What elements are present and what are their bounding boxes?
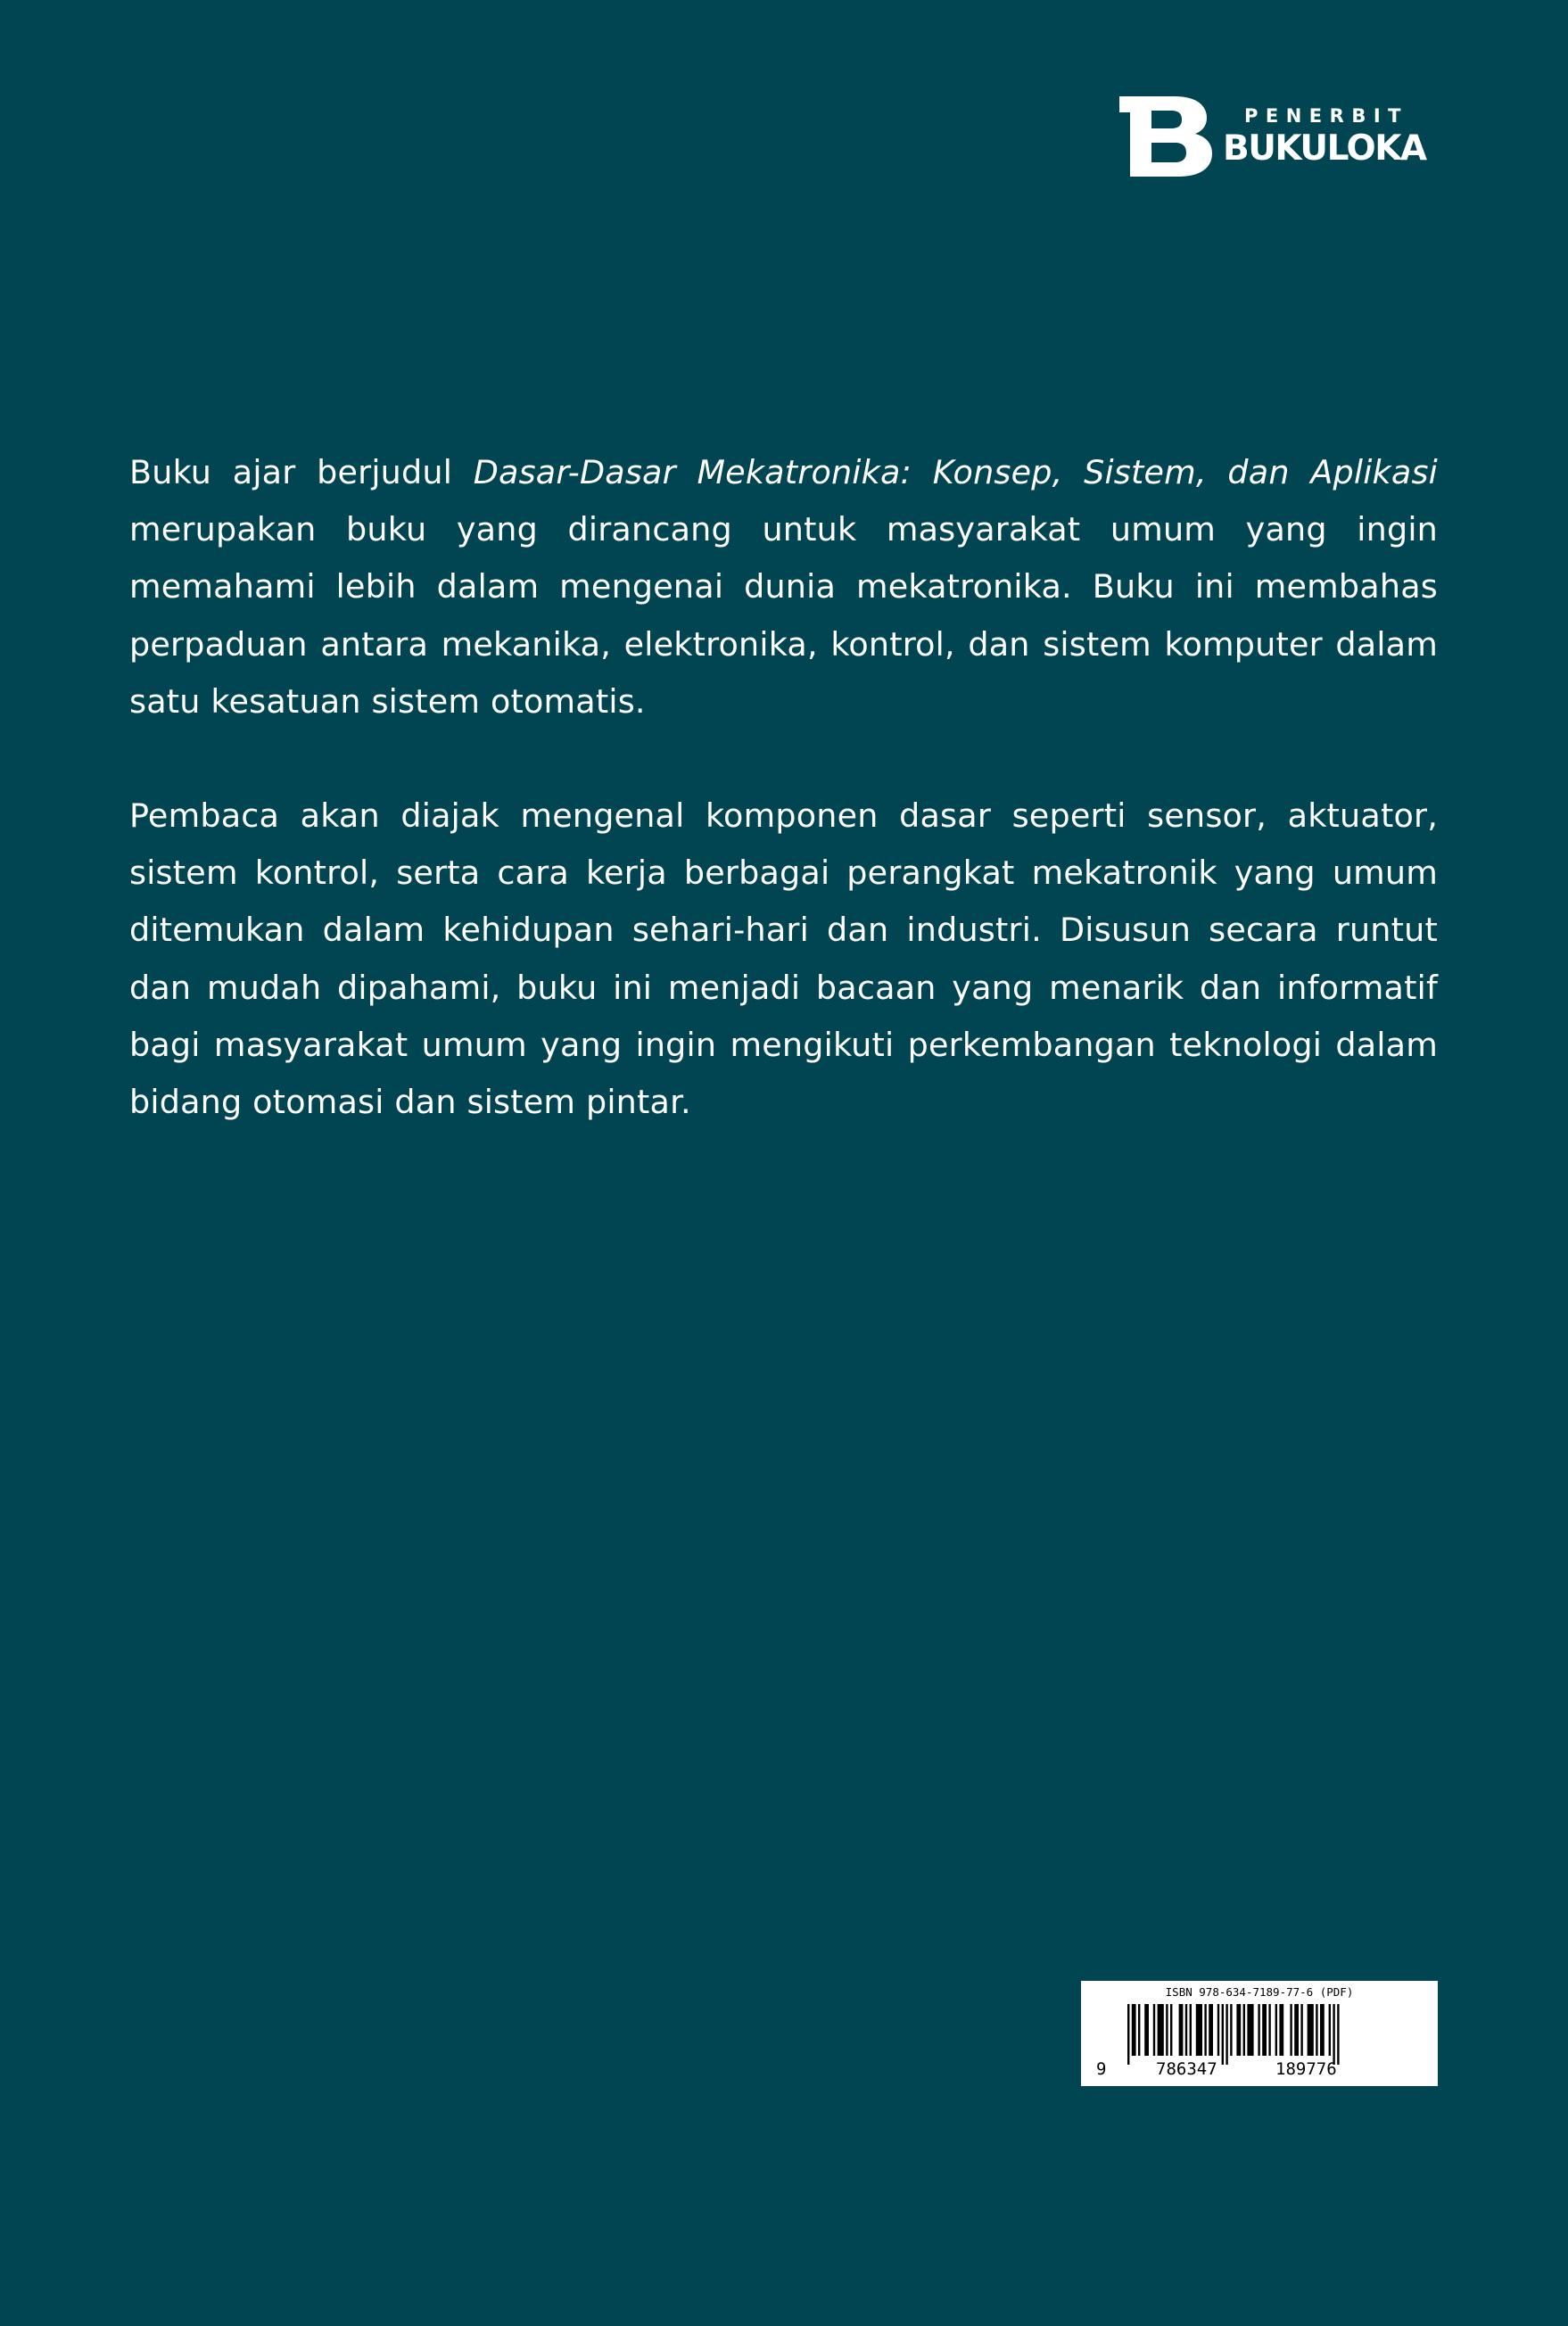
barcode-bar	[1230, 2004, 1232, 2056]
barcode-bar	[1204, 2004, 1206, 2056]
isbn-digits-left: 786347	[1156, 2059, 1217, 2079]
barcode-bar	[1196, 2004, 1202, 2056]
barcode-bar	[1166, 2004, 1168, 2056]
barcode-bar	[1275, 2004, 1277, 2056]
barcode-bar	[1190, 2004, 1192, 2056]
book-description	[129, 444, 1438, 1188]
barcode-bar	[1320, 2004, 1325, 2056]
barcode-bar	[1279, 2004, 1283, 2056]
barcode-bar	[1226, 2004, 1227, 2065]
barcode-bar	[1294, 2004, 1299, 2056]
publisher-name: BUKULOKA	[1223, 128, 1426, 169]
barcode-icon	[1127, 2004, 1386, 2065]
barcode-bar	[1262, 2004, 1267, 2056]
barcode-bar	[1337, 2004, 1339, 2065]
description-body: merupakan buku yang dirancang untuk masyarakat umum yang ingin memahami lebih dalam mengenai dunia mekatronika. Buku ini membahas perpaduan antara mekanika, elektronika, kontrol, dan sistem komputer dalam satu kesatuan sistem otomatis.	[129, 510, 1438, 721]
barcode-bar	[1153, 2004, 1155, 2056]
isbn-digit-first: 9	[1096, 2059, 1107, 2079]
barcode-bar	[1236, 2004, 1241, 2056]
barcode-bar	[1179, 2004, 1184, 2056]
description-paragraph-1	[129, 444, 1438, 730]
barcode-bar	[1185, 2004, 1187, 2056]
barcode-bar	[1300, 2004, 1302, 2056]
barcode-bar	[1132, 2004, 1136, 2056]
description-intro: Buku ajar berjudul	[129, 453, 474, 491]
barcode-bar	[1316, 2004, 1317, 2056]
publisher-logo-icon	[1119, 96, 1212, 177]
barcode-bar	[1247, 2004, 1253, 2056]
barcode-bar	[1144, 2004, 1149, 2056]
barcode-bar	[1158, 2004, 1164, 2056]
barcode-bar	[1258, 2004, 1259, 2056]
barcode-bar	[1127, 2004, 1129, 2065]
barcode-bar	[1209, 2004, 1213, 2056]
isbn-digits-right: 189776	[1275, 2059, 1337, 2079]
barcode-bar	[1329, 2004, 1331, 2056]
barcode-bar	[1268, 2004, 1270, 2056]
isbn-barcode	[1081, 1981, 1438, 2086]
barcode-bar	[1333, 2004, 1334, 2065]
barcode-bar	[1308, 2004, 1314, 2056]
book-title: Dasar-Dasar Mekatronika: Konsep, Sistem, dan Aplikasi	[473, 453, 1438, 491]
barcode-bar	[1243, 2004, 1245, 2056]
publisher-logo	[1119, 96, 1438, 177]
barcode-bar	[1222, 2004, 1224, 2065]
isbn-label: ISBN 978-634-7189-77-6 (PDF)	[1165, 1985, 1354, 1999]
description-paragraph-2: Pembaca akan diajak mengenal komponen dasar seperti sensor, aktuator, sistem kontrol, serta cara kerja berbagai perangkat mekatronik yang umum ditemukan dalam kehidupan sehari-hari dan industri. Disusun secara runtut dan mudah dipahami, buku ini menjadi bacaan yang menarik dan informatif bagi masyarakat umum yang ingin mengikuti perkembangan teknologi dalam bidang otomasi dan sistem pintar.	[129, 796, 1438, 1122]
barcode-bar	[1138, 2004, 1140, 2056]
publisher-label: PENERBIT	[1244, 105, 1408, 127]
barcode-bar	[1217, 2004, 1219, 2056]
barcode-bar	[1170, 2004, 1172, 2056]
barcode-bar	[1290, 2004, 1292, 2056]
